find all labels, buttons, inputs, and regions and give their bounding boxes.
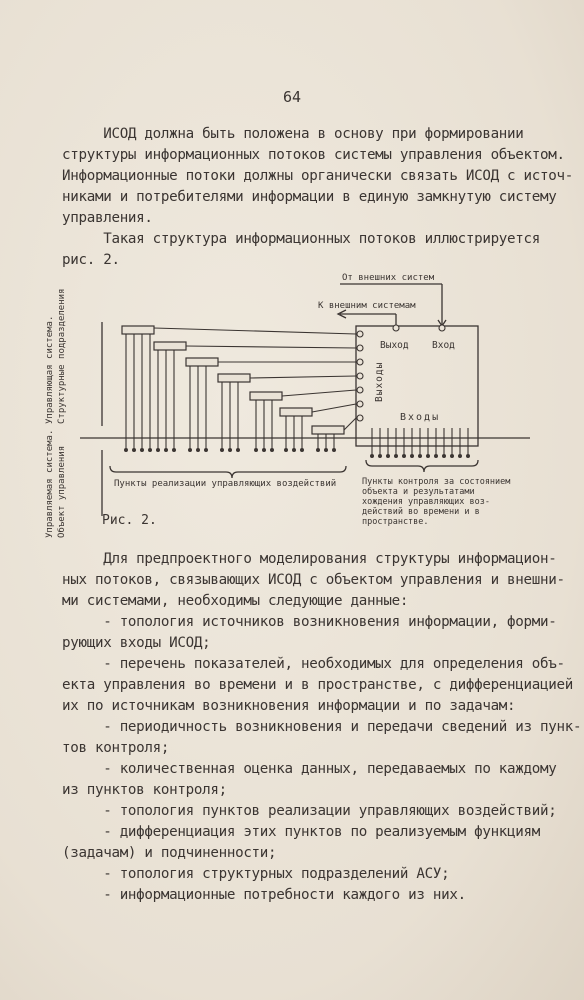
control-points-brace [366, 460, 478, 472]
label-to-external: К внешним системам [318, 301, 416, 311]
text-line: Информационные потоки должны органически связать ИСОД с источ- [62, 168, 573, 184]
structural-unit-6 [280, 408, 312, 416]
text-line: структуры информационных потоков системы управления объектом. [62, 147, 565, 163]
control-points-line: действий во времени и в [362, 507, 480, 517]
structural-unit-1 [122, 326, 154, 334]
structural-unit-3 [186, 358, 218, 366]
structural-unit-7 [312, 426, 344, 434]
text-line: тов контроля; [62, 740, 170, 756]
impact-points-brace [110, 466, 346, 478]
text-line: управления. [62, 210, 153, 226]
text-line: - топология структурных подразделений АСУ; [62, 866, 450, 882]
text-line: никами и потребителями информации в единую замкнутую систему [62, 189, 557, 205]
text-line: (задачам) и подчиненности; [62, 845, 277, 861]
text-line: ми системами, необходимы следующие данные: [62, 593, 409, 609]
text-line: рис. 2. [62, 252, 120, 268]
text-line: Такая структура информационных потоков иллюстрируется [62, 231, 541, 247]
text-line: - информационные потребности каждого из них. [62, 887, 466, 903]
control-points-line: пространстве. [362, 517, 429, 527]
text-line: - периодичность возникновения и передачи сведений из пунк- [62, 719, 582, 735]
text-line: из пунктов контроля; [62, 782, 227, 798]
text-line: Для предпроектного моделирования структуры информацион- [62, 551, 557, 567]
text-line: ных потоков, связывающих ИСОД с объектом управления и внешни- [62, 572, 565, 588]
text-line: екта управления во времени и в пространстве, с дифференциацией [62, 677, 573, 693]
information-flow-diagram [40, 262, 580, 542]
label-inputs: Входы [400, 412, 441, 423]
side-label-top-1: Управляющая система. [45, 315, 55, 424]
text-line: - топология источников возникновения информации, форми- [62, 614, 557, 630]
label-output: Выход [380, 340, 409, 351]
text-line: - топология пунктов реализации управляющих воздействий; [62, 803, 557, 819]
figure-caption: Рис. 2. [102, 513, 157, 528]
text-line: их по источникам возникновения информации и по задачам: [62, 698, 516, 714]
text-line: рующих входы ИСОД; [62, 635, 211, 651]
page-number: 64 [282, 88, 302, 106]
side-label-bottom-1: Управляемая система. [45, 429, 55, 538]
label-outputs: Выходы [374, 361, 385, 402]
structural-unit-5 [250, 392, 282, 400]
structural-unit-4 [218, 374, 250, 382]
label-impact-points: Пункты реализации управляющих воздействий [114, 479, 337, 489]
text-line: - дифференциация этих пунктов по реализуемым функциям [62, 824, 541, 840]
text-line: - перечень показателей, необходимых для определения объ- [62, 656, 565, 672]
label-from-external: От внешних систем [342, 273, 435, 283]
structural-unit-2 [154, 342, 186, 350]
side-label-bottom-2: Объект управления [57, 445, 67, 538]
control-points-line: объекта и результатами [362, 487, 475, 497]
text-line: ИСОД должна быть положена в основу при формировании [62, 126, 524, 142]
side-label-top-2: Структурные подразделения [57, 288, 67, 424]
text-line: - количественная оценка данных, передаваемых по каждому [62, 761, 557, 777]
label-control-points [362, 477, 510, 527]
control-points-line: Пункты контроля за состоянием [362, 477, 511, 487]
control-points-line: хождения управляющих воз- [362, 497, 490, 507]
label-input: Вход [432, 340, 455, 351]
